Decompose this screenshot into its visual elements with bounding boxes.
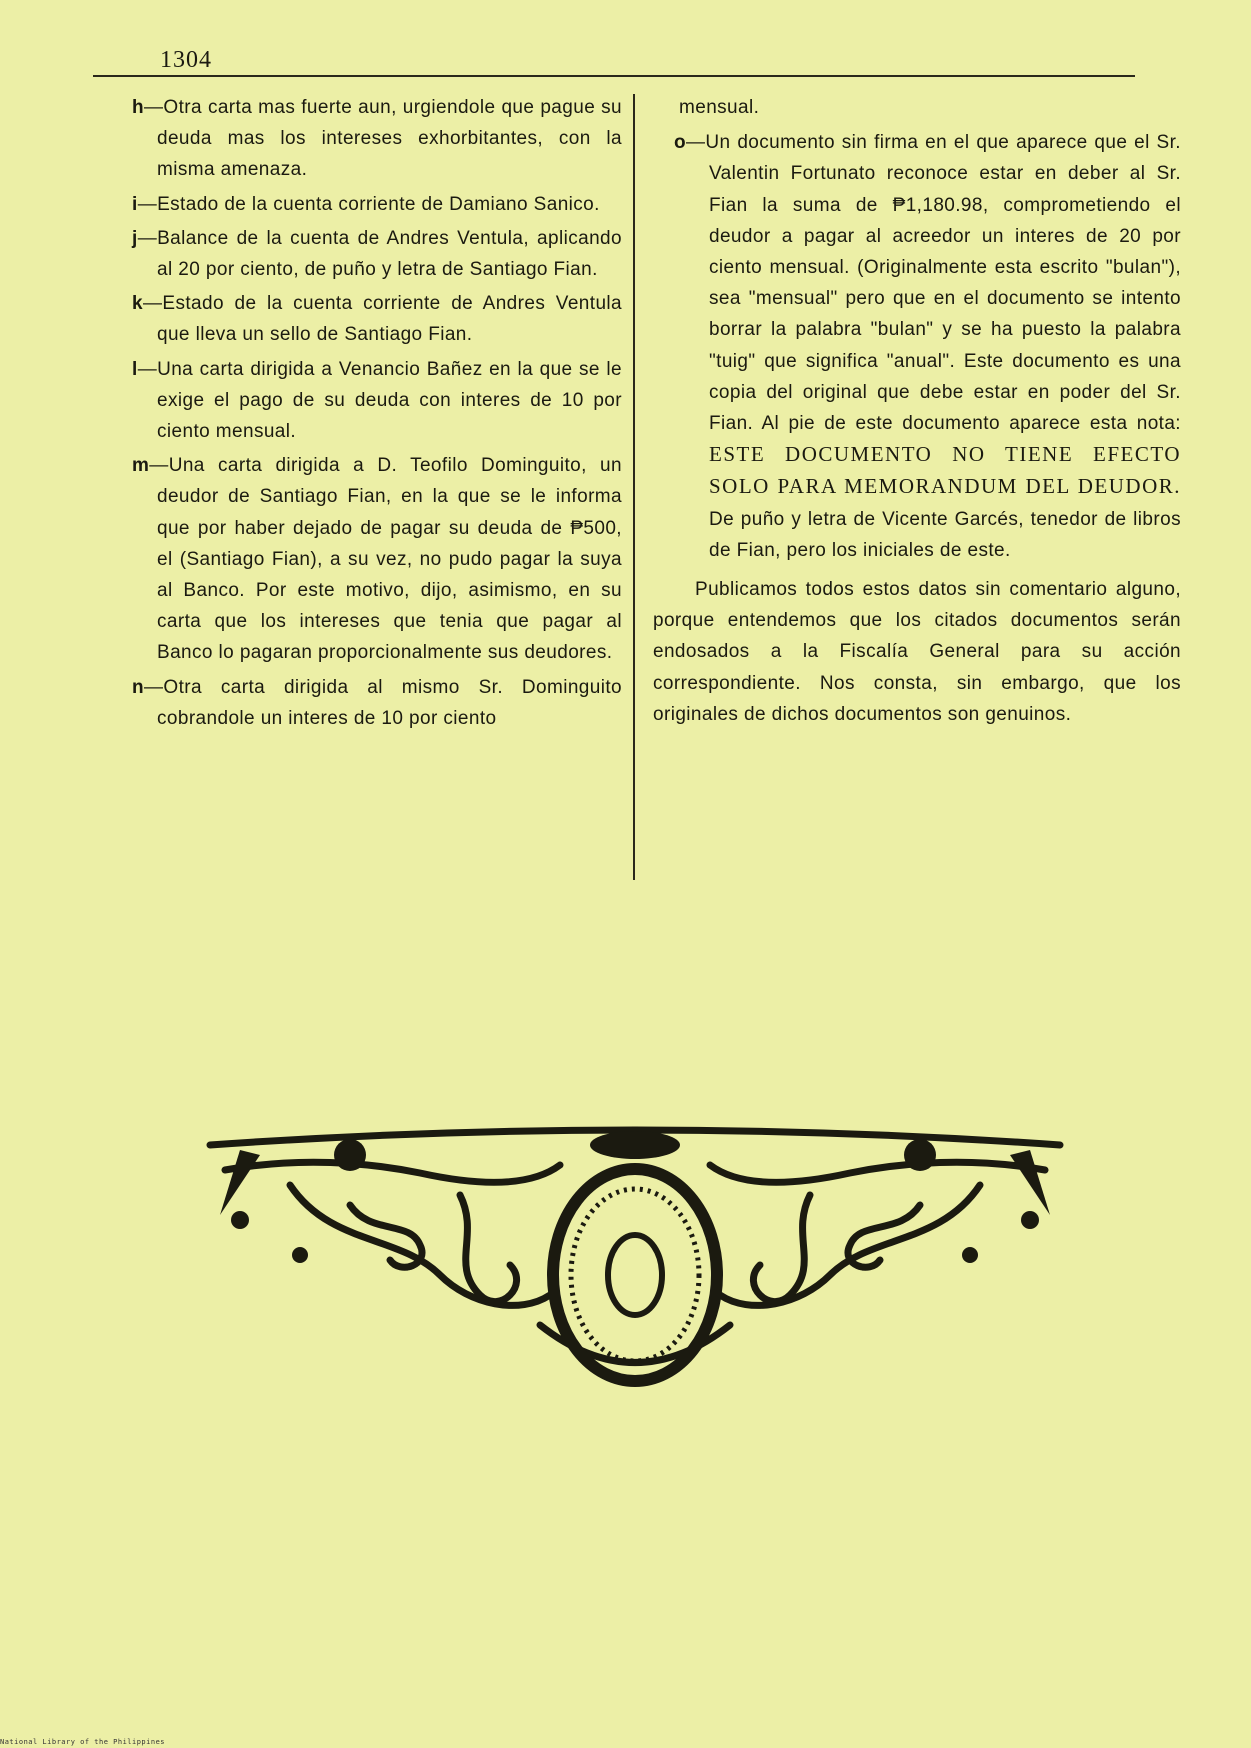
list-item-j	[132, 223, 622, 285]
item-text: —Estado de la cuenta corriente de Andres Ventula que lleva un sello de Santiago Fian.	[142, 293, 622, 346]
item-text-end: De puño y letra de Vicente Garcés, tenedor de libros de Fian, pero los iniciales de este.	[709, 508, 1181, 561]
list-item-n	[132, 672, 622, 734]
continuation-text: mensual.	[679, 97, 760, 118]
item-text: —Otra carta dirigida al mismo Sr. Dominguito cobrandole un interes de 10 por ciento	[144, 676, 622, 729]
item-marker: o	[674, 132, 687, 154]
list-item-m	[132, 450, 622, 668]
item-text: —Un documento sin firma en el que aparece que el Sr. Valentin Fortunato reconoce estar en deber al Sr. Fian la suma de ₱1,180.98, comprometiendo el deudor a pagar al acreedor un interes de 20 por ciento mensual. (Originalmente esta escrito "bulan"), sea "mensual" pero que en el documento se intento borrar la palabra "bulan" y se ha puesto la palabra "tuig" que significa "anual". Este documento es una copia del original que debe estar en poder del Sr. Fian. Al pie de este documento aparece esta nota:	[686, 132, 1181, 435]
page-number: 1304	[160, 47, 212, 73]
item-marker: h	[132, 97, 145, 118]
item-text: —Estado de la cuenta corriente de Damiano Sanico.	[137, 193, 600, 215]
list-item-o	[653, 127, 1181, 566]
header-rule	[93, 75, 1135, 77]
decorative-ornament-icon	[200, 1125, 1070, 1395]
item-marker: k	[132, 293, 143, 315]
item-text: —Otra carta mas fuerte aun, urgiendole que pague su deuda mas los intereses exhorbitantes, con la misma amenaza.	[144, 97, 622, 181]
item-marker: l	[132, 358, 138, 380]
list-item-l	[132, 354, 622, 448]
item-text: —Balance de la cuenta de Andres Ventula, aplicando al 20 por ciento, de puño y letra de Santiago Fian.	[137, 227, 622, 281]
column-divider	[633, 94, 635, 880]
right-column	[653, 92, 1181, 730]
list-item-i	[132, 189, 622, 220]
item-marker: m	[132, 455, 150, 477]
item-marker: j	[132, 227, 138, 249]
item-marker: n	[132, 676, 145, 698]
item-text: —Una carta dirigida a D. Teofilo Dominguito, un deudor de Santiago Fian, en la que se le informa que por haber dejado de pagar su deuda de ₱500, el (Santiago Fian), a su vez, no pudo pagar la suya al Banco. Por este motivo, dijo, asimismo, en su carta que los intereses que tenia que pagar al Banco lo pagaran proporcionalmente sus deudores.	[149, 455, 622, 664]
list-item-h	[132, 92, 622, 186]
list-item-k	[132, 288, 622, 350]
memorandum-note: ESTE DOCUMENTO NO TIENE EFECTO SOLO PARA MEMORANDUM DEL DEUDOR.	[709, 442, 1181, 499]
footer-credit: National Library of the Philippines	[0, 1738, 166, 1746]
item-text: —Una carta dirigida a Venancio Bañez en la que se le exige el pago de su deuda con interes de 10 por ciento mensual.	[137, 358, 622, 443]
closing-paragraph: Publicamos todos estos datos sin comentario alguno, porque entendemos que los citados documentos serán endosados a la Fiscalía General para su acción correspondiente. Nos consta, sin embargo, que los originales de dichos documentos son genuinos.	[653, 579, 1181, 725]
left-column	[132, 92, 622, 737]
item-marker: i	[132, 193, 138, 215]
